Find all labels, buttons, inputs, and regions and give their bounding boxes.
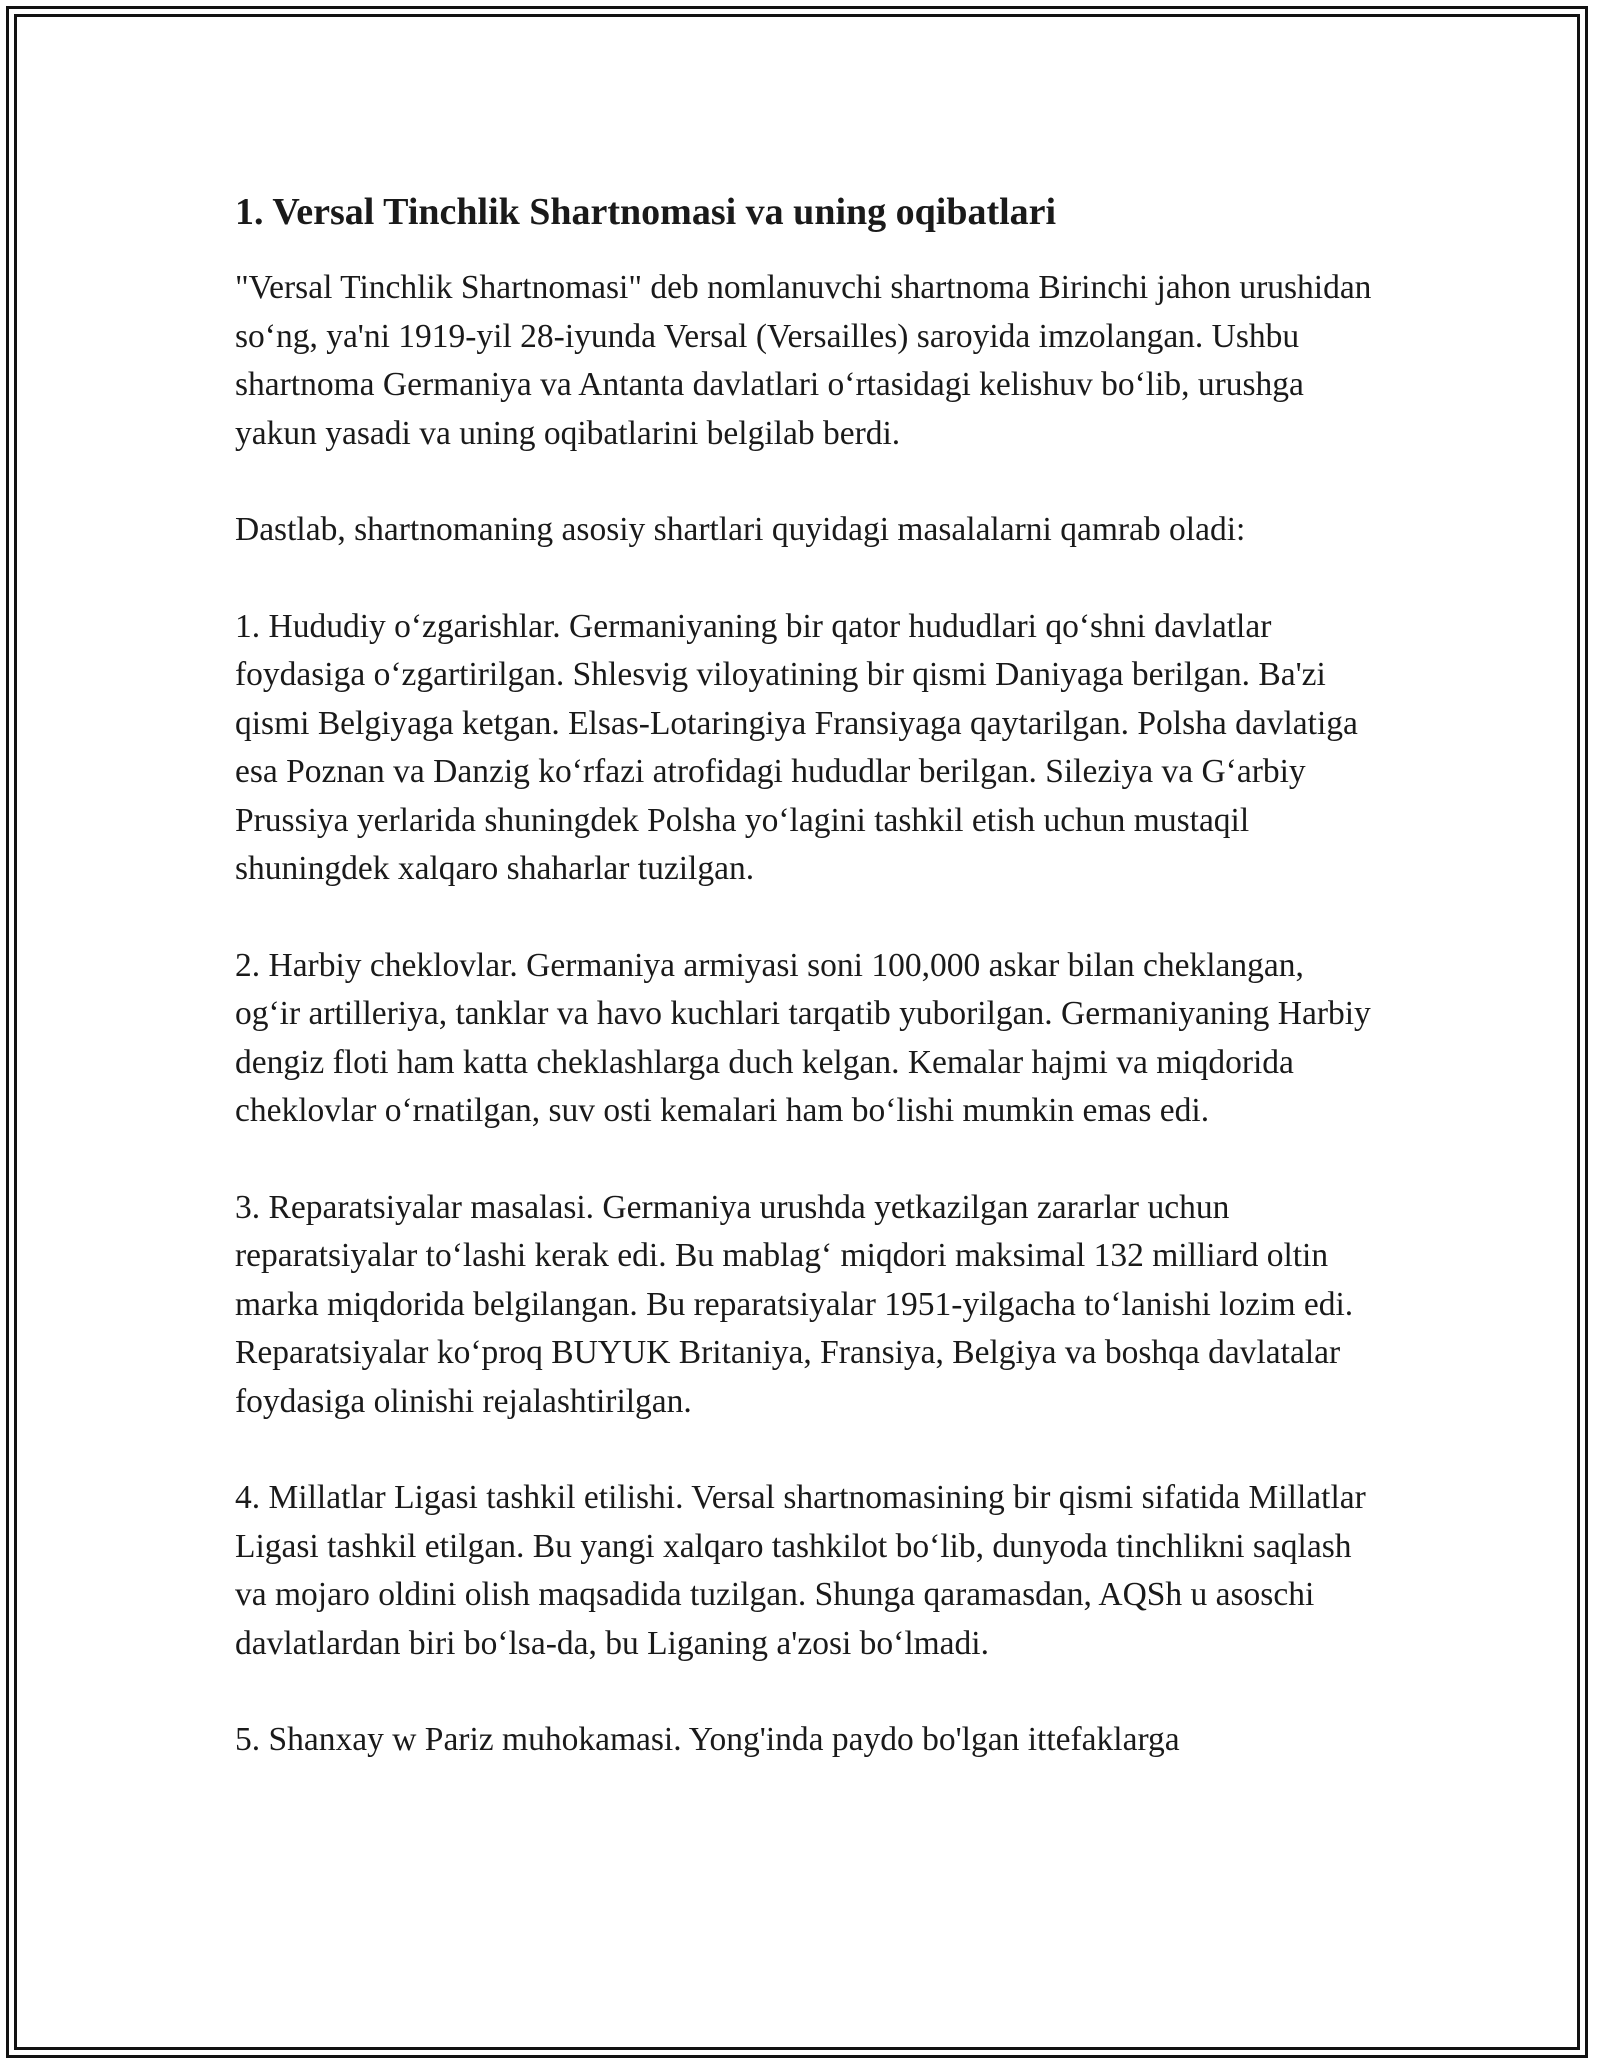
paragraph-league-of-nations: 4. Millatlar Ligasi tashkil etilishi. Versal shartnomasining bir qismi sifatida Millatlar Ligasi tashkil etilgan. Bu yangi xalqaro tashkilot bo‘lib, dunyoda tinchlikni saqlash va mojaro oldini olish maqsadida tuzilgan. Shunga qaramasdan, AQSh u asoschi davlatlardan biri bo‘lsa-da, bu Liganing a'zosi bo‘lmadi. [235,1479,1366,1662]
section-title: 1. Versal Tinchlik Shartnomasi va uning oqibatlari [235,191,1057,233]
paragraph-intro: "Versal Tinchlik Shartnomasi" deb nomlanuvchi shartnoma Birinchi jahon urushidan so‘ng, ya'ni 1919-yil 28-iyunda Versal (Versailles) saroyida imzolangan. Ushbu shartnoma Germaniya va Antanta davlatlari o‘rtasidagi kelishuv bo‘lib, urushga yakun yasadi va uning oqibatlarini belgilab berdi. [235,269,1372,452]
paragraph-conditions-lead: Dastlab, shartnomaning asosiy shartlari quyidagi masalalarni qamrab oladi: [235,511,1246,548]
paragraph-territorial-changes: 1. Hududiy o‘zgarishlar. Germaniyaning bir qator hududlari qo‘shni davlatlar foydasiga o‘zgartirilgan. Shlesvig viloyatining bir qismi Daniyaga berilgan. Ba'zi qismi Belgiyaga ketgan. Elsas-Lotaringiya Fransiyaga qaytarilgan. Polsha davlatiga esa Poznan va Danzig ko‘rfazi atrofidagi hududlar berilgan. Sileziya va G‘arbiy Prussiya yerlarida shuningdek Polsha yo‘lagini tashkil etish uchun mustaqil shuningdek xalqaro shaharlar tuzilgan. [235,607,1358,887]
paragraph-military-restrictions: 2. Harbiy cheklovlar. Germaniya armiyasi soni 100,000 askar bilan cheklangan, og‘ir artilleriya, tanklar va havo kuchlari tarqatib yuborilgan. Germaniyaning Harbiy dengiz floti ham katta cheklashlarga duch kelgan. Kemalar hajmi va miqdorida cheklovlar o‘rnatilgan, suv osti kemalari ham bo‘lishi mumkin emas edi. [235,946,1371,1129]
paragraph-shanghai-paris: 5. Shanxay w Pariz muhokamasi. Yong'inda paydo bo'lgan ittefaklarga [235,1721,1180,1758]
document-body [235,186,1375,1765]
paragraph-reparations: 3. Reparatsiyalar masalasi. Germaniya urushda yetkazilgan zararlar uchun reparatsiyalar to‘lashi kerak edi. Bu mablag‘ miqdori maksimal 132 milliard oltin marka miqdorida belgilangan. Bu reparatsiyalar 1951-yilgacha to‘lanishi lozim edi. Reparatsiyalar ko‘proq BUYUK Britaniya, Fransiya, Belgiya va boshqa davlatalar foydasiga olinishi rejalashtirilgan. [235,1188,1354,1420]
